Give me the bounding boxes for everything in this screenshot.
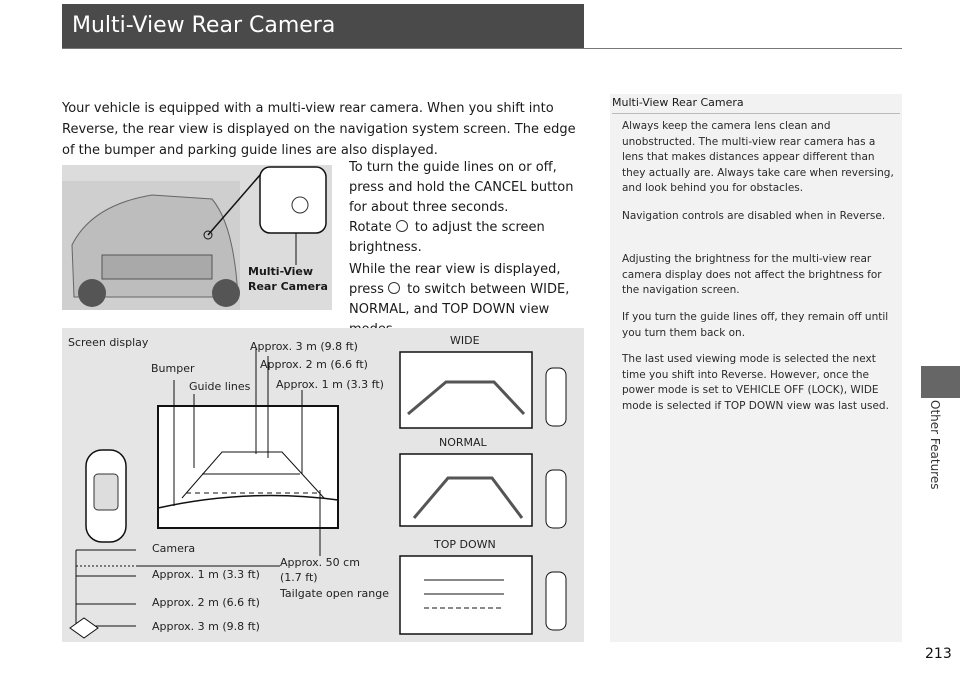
- page-header: [62, 4, 584, 48]
- approx-1m-label: Approx. 1 m (3.3 ft): [152, 568, 260, 581]
- camera-callout: [248, 264, 338, 294]
- rotate-suffix: to adjust the screen brightness.: [349, 220, 545, 255]
- wide-car-icon: [546, 368, 566, 426]
- rotate-prefix: Rotate: [349, 220, 392, 235]
- page-title: Multi-View Rear Camera: [72, 13, 336, 38]
- normal-car-icon: [546, 470, 566, 528]
- brightness-instruction: [349, 218, 584, 258]
- guide-lines-instruction: To turn the guide lines on or off, press and hold the CANCEL button for about three seconds.: [349, 160, 574, 215]
- knob-icon: [396, 220, 408, 232]
- normal-mode-label: NORMAL: [439, 436, 487, 449]
- section-tab: [921, 366, 960, 398]
- approx-50cm-label: Approx. 50 cm: [280, 556, 360, 569]
- approx-1m-top-label: Approx. 1 m (3.3 ft): [276, 378, 384, 391]
- screen-display-label: Screen display: [68, 336, 149, 349]
- note-title: Multi-View Rear Camera: [612, 96, 744, 109]
- camera-diagram: [62, 328, 584, 642]
- bumper-label: Bumper: [151, 362, 195, 375]
- page-number: 213: [925, 646, 952, 662]
- top-down-car-icon: [546, 572, 566, 630]
- intro-paragraph: Your vehicle is equipped with a multi-view rear camera. When you shift into Reverse, the rear view is displayed on the navigation system screen. The edge of the bumper and parking guide lines are also displayed.: [62, 101, 576, 158]
- screen-display-frame: [158, 406, 338, 528]
- section-label: Other Features: [928, 400, 942, 490]
- wide-mode-label: WIDE: [450, 334, 480, 347]
- camera-label-line1: Multi-View: [248, 265, 314, 278]
- press-suffix: to switch between WIDE, NORMAL, and TOP DOWN view: [349, 282, 570, 317]
- note-paragraph: If you turn the guide lines off, they remain off until you turn them back on.: [622, 311, 889, 339]
- press-prefix: While the rear view is displayed, press: [349, 262, 561, 297]
- camera-closeup: [260, 167, 326, 233]
- guide-lines-label: Guide lines: [189, 380, 251, 393]
- approx-3m-top-label: Approx. 3 m (9.8 ft): [250, 340, 358, 353]
- note-paragraph: Adjusting the brightness for the multi-view rear camera display does not affect the brightness for the navigation screen.: [622, 253, 882, 296]
- press-knob-icon: [388, 282, 400, 294]
- approx-2m-top-label: Approx. 2 m (6.6 ft): [260, 358, 368, 371]
- wide-view-thumbnail: [400, 352, 532, 428]
- note-paragraph: Navigation controls are disabled when in Reverse.: [622, 210, 886, 222]
- top-down-view-thumbnail: [400, 556, 532, 634]
- approx-50cm-ft-label: (1.7 ft): [280, 571, 318, 584]
- note-paragraph: The last used viewing mode is selected the next time you shift into Reverse. However, once the power mode is set to VEHICLE OFF (LOCK), WIDE mode is selected if TOP DOWN view was last used.: [622, 353, 889, 412]
- camera-label-line2: Rear Camera: [248, 280, 328, 293]
- camera-label: Camera: [152, 542, 196, 555]
- top-down-mode-label: TOP DOWN: [434, 538, 496, 551]
- note-divider: [612, 113, 900, 114]
- header-rule: [62, 48, 902, 49]
- approx-3m-label: Approx. 3 m (9.8 ft): [152, 620, 260, 633]
- approx-2m-label: Approx. 2 m (6.6 ft): [152, 596, 260, 609]
- top-view-car: [86, 450, 126, 542]
- normal-view-thumbnail: [400, 454, 532, 526]
- note-paragraph: Always keep the camera lens clean and unobstructed. The multi-view rear camera has a lens that makes distances appear different than they actually are. Always take care when reversing, and look behind you for obstacles.: [622, 120, 894, 194]
- tailgate-label: Tailgate open range: [280, 587, 389, 600]
